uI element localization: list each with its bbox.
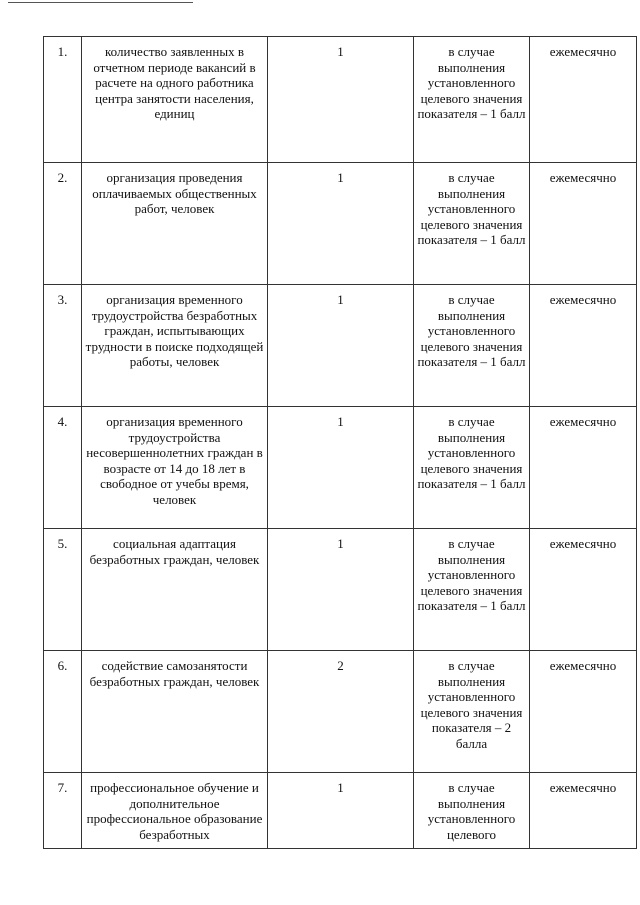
table-row (44, 529, 637, 651)
indicator-score: 1 (268, 529, 414, 651)
score-condition: в случае выполнения установленного целевого значения показателя – 2 балла (414, 651, 530, 773)
header-rule (8, 2, 193, 3)
indicator-name: содействие самозанятости безработных граждан, человек (82, 651, 268, 773)
indicator-name: количество заявленных в отчетном периоде вакансий в расчете на одного работника центра занятости населения, единиц (82, 37, 268, 163)
score-condition: в случае выполнения установленного целевого (414, 773, 530, 849)
table-row (44, 651, 637, 773)
indicator-score: 1 (268, 37, 414, 163)
indicator-name: профессиональное обучение и дополнительное профессиональное образование безработных (82, 773, 268, 849)
evaluation-period: ежемесячно (530, 651, 637, 773)
score-condition: в случае выполнения установленного целевого значения показателя – 1 балл (414, 529, 530, 651)
indicator-name: организация временного трудоустройства безработных граждан, испытывающих трудности в поиске подходящей работы, человек (82, 285, 268, 407)
table-row (44, 37, 637, 163)
indicator-score: 1 (268, 163, 414, 285)
table-row (44, 773, 637, 849)
score-condition: в случае выполнения установленного целевого значения показателя – 1 балл (414, 407, 530, 529)
row-number: 3. (44, 285, 82, 407)
evaluation-period: ежемесячно (530, 529, 637, 651)
indicator-name: социальная адаптация безработных граждан, человек (82, 529, 268, 651)
indicators-table (43, 36, 637, 849)
indicator-score: 1 (268, 773, 414, 849)
indicator-name: организация проведения оплачиваемых общественных работ, человек (82, 163, 268, 285)
table-row (44, 163, 637, 285)
table-row (44, 407, 637, 529)
indicator-score: 1 (268, 285, 414, 407)
evaluation-period: ежемесячно (530, 407, 637, 529)
score-condition: в случае выполнения установленного целевого значения показателя – 1 балл (414, 37, 530, 163)
indicator-score: 2 (268, 651, 414, 773)
row-number: 4. (44, 407, 82, 529)
evaluation-period: ежемесячно (530, 37, 637, 163)
table-row (44, 285, 637, 407)
score-condition: в случае выполнения установленного целевого значения показателя – 1 балл (414, 163, 530, 285)
row-number: 5. (44, 529, 82, 651)
score-condition: в случае выполнения установленного целевого значения показателя – 1 балл (414, 285, 530, 407)
row-number: 6. (44, 651, 82, 773)
row-number: 1. (44, 37, 82, 163)
row-number: 7. (44, 773, 82, 849)
evaluation-period: ежемесячно (530, 773, 637, 849)
indicator-name: организация временного трудоустройства несовершеннолетних граждан в возрасте от 14 до 18 лет в свободное от учебы время, человек (82, 407, 268, 529)
evaluation-period: ежемесячно (530, 163, 637, 285)
evaluation-period: ежемесячно (530, 285, 637, 407)
indicator-score: 1 (268, 407, 414, 529)
row-number: 2. (44, 163, 82, 285)
